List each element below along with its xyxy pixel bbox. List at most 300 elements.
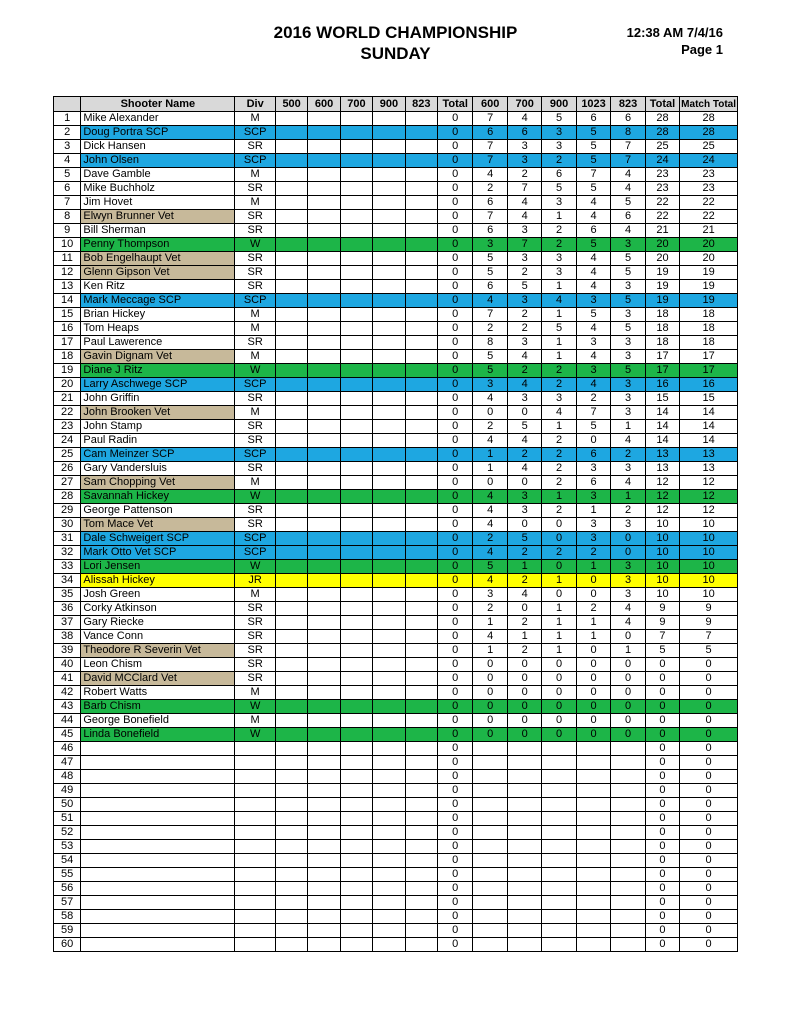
match-total: 21 — [680, 224, 738, 238]
stage-total: 0 — [438, 798, 473, 812]
division: SR — [235, 434, 276, 448]
round-score: 0 — [542, 532, 576, 546]
shooter-name — [81, 882, 235, 896]
round-score: 0 — [576, 686, 610, 700]
round-score: 3 — [611, 336, 645, 350]
division: SR — [235, 462, 276, 476]
match-total: 24 — [680, 154, 738, 168]
stage-score — [405, 938, 437, 952]
stage-score — [275, 672, 307, 686]
stage-total: 0 — [438, 938, 473, 952]
table-row — [54, 168, 738, 182]
stage-score — [340, 476, 372, 490]
stage-score — [373, 154, 405, 168]
stage-score — [405, 224, 437, 238]
shooter-name: Leon Chism — [81, 658, 235, 672]
shooter-name — [81, 910, 235, 924]
row-number: 34 — [54, 574, 81, 588]
round-score: 0 — [507, 476, 541, 490]
row-number: 35 — [54, 588, 81, 602]
stage-score — [373, 336, 405, 350]
round-score: 6 — [576, 112, 610, 126]
row-number: 42 — [54, 686, 81, 700]
stage-score — [275, 196, 307, 210]
stage-score — [275, 560, 307, 574]
table-row — [54, 322, 738, 336]
round-score: 3 — [611, 462, 645, 476]
stage-score — [405, 126, 437, 140]
stage-score — [373, 434, 405, 448]
stage-total: 0 — [438, 378, 473, 392]
stage-score — [275, 882, 307, 896]
stage-score — [308, 364, 340, 378]
stage-score — [308, 938, 340, 952]
stage-total: 0 — [438, 588, 473, 602]
division: SR — [235, 420, 276, 434]
round-score: 5 — [611, 294, 645, 308]
round-score — [473, 812, 507, 826]
round-score: 5 — [576, 182, 610, 196]
stage-score — [373, 686, 405, 700]
column-header: 600 — [308, 97, 340, 112]
round-score: 4 — [473, 392, 507, 406]
match-total: 23 — [680, 168, 738, 182]
round-total: 10 — [645, 574, 679, 588]
table-row — [54, 784, 738, 798]
round-score: 1 — [542, 616, 576, 630]
stage-score — [275, 406, 307, 420]
match-total: 10 — [680, 532, 738, 546]
division: M — [235, 588, 276, 602]
round-total: 19 — [645, 266, 679, 280]
round-score: 2 — [611, 504, 645, 518]
row-number: 31 — [54, 532, 81, 546]
row-number: 38 — [54, 630, 81, 644]
stage-score — [405, 266, 437, 280]
round-score: 3 — [611, 378, 645, 392]
table-row — [54, 224, 738, 238]
table-row — [54, 518, 738, 532]
round-score: 1 — [576, 630, 610, 644]
stage-score — [405, 644, 437, 658]
stage-score — [405, 826, 437, 840]
stage-score — [308, 560, 340, 574]
round-score: 2 — [542, 448, 576, 462]
match-total: 12 — [680, 504, 738, 518]
match-total: 0 — [680, 840, 738, 854]
round-score: 5 — [542, 182, 576, 196]
stage-total: 0 — [438, 546, 473, 560]
round-score — [507, 854, 541, 868]
stage-score — [275, 238, 307, 252]
shooter-name — [81, 784, 235, 798]
stage-total: 0 — [438, 392, 473, 406]
round-score: 5 — [473, 560, 507, 574]
round-score: 5 — [611, 266, 645, 280]
round-score: 0 — [576, 574, 610, 588]
match-total: 0 — [680, 658, 738, 672]
table-row — [54, 238, 738, 252]
round-total: 0 — [645, 798, 679, 812]
stage-score — [373, 490, 405, 504]
round-score: 5 — [611, 364, 645, 378]
shooter-name — [81, 868, 235, 882]
round-score — [611, 896, 645, 910]
stage-score — [373, 658, 405, 672]
row-number: 11 — [54, 252, 81, 266]
round-score: 5 — [507, 280, 541, 294]
round-score — [542, 882, 576, 896]
row-number: 25 — [54, 448, 81, 462]
round-score — [611, 910, 645, 924]
stage-total: 0 — [438, 112, 473, 126]
stage-total: 0 — [438, 322, 473, 336]
round-score: 1 — [507, 560, 541, 574]
stage-score — [340, 252, 372, 266]
shooter-name: David MCClard Vet — [81, 672, 235, 686]
stage-score — [308, 210, 340, 224]
round-score: 8 — [611, 126, 645, 140]
shooter-name — [81, 742, 235, 756]
row-number: 36 — [54, 602, 81, 616]
stage-score — [275, 840, 307, 854]
round-score — [576, 770, 610, 784]
stage-total: 0 — [438, 840, 473, 854]
stage-score — [405, 868, 437, 882]
stage-score — [308, 728, 340, 742]
print-stamp — [627, 24, 723, 58]
round-total: 9 — [645, 602, 679, 616]
stage-score — [308, 182, 340, 196]
match-total: 0 — [680, 784, 738, 798]
round-score — [611, 784, 645, 798]
stage-score — [373, 700, 405, 714]
match-total: 20 — [680, 252, 738, 266]
row-number: 51 — [54, 812, 81, 826]
stage-total: 0 — [438, 252, 473, 266]
stage-score — [373, 630, 405, 644]
division: M — [235, 476, 276, 490]
row-number: 12 — [54, 266, 81, 280]
stage-score — [275, 756, 307, 770]
table-row — [54, 112, 738, 126]
stage-score — [275, 588, 307, 602]
round-total: 16 — [645, 378, 679, 392]
round-score: 2 — [473, 182, 507, 196]
stage-score — [373, 924, 405, 938]
stage-total: 0 — [438, 644, 473, 658]
stage-score — [308, 252, 340, 266]
shooter-name: Savannah Hickey — [81, 490, 235, 504]
round-score — [542, 896, 576, 910]
division — [235, 938, 276, 952]
match-total: 15 — [680, 392, 738, 406]
stage-score — [308, 294, 340, 308]
stage-total: 0 — [438, 266, 473, 280]
round-total: 12 — [645, 504, 679, 518]
row-number: 8 — [54, 210, 81, 224]
row-number: 30 — [54, 518, 81, 532]
stage-total: 0 — [438, 812, 473, 826]
table-row — [54, 574, 738, 588]
round-score — [542, 756, 576, 770]
stage-score — [340, 840, 372, 854]
shooter-name: Lori Jensen — [81, 560, 235, 574]
row-number: 5 — [54, 168, 81, 182]
shooter-name: Diane J Ritz — [81, 364, 235, 378]
stage-score — [275, 658, 307, 672]
division: M — [235, 714, 276, 728]
stage-score — [275, 896, 307, 910]
round-score — [542, 798, 576, 812]
round-score: 1 — [542, 420, 576, 434]
round-total: 14 — [645, 406, 679, 420]
round-score — [542, 770, 576, 784]
stage-total: 0 — [438, 854, 473, 868]
round-score: 3 — [473, 378, 507, 392]
stage-score — [275, 784, 307, 798]
round-score: 3 — [542, 196, 576, 210]
stage-total: 0 — [438, 756, 473, 770]
stage-score — [308, 714, 340, 728]
stage-score — [275, 252, 307, 266]
division: W — [235, 364, 276, 378]
stage-score — [275, 812, 307, 826]
round-score: 4 — [473, 574, 507, 588]
row-number: 48 — [54, 770, 81, 784]
row-number: 14 — [54, 294, 81, 308]
round-score — [507, 770, 541, 784]
row-number: 43 — [54, 700, 81, 714]
round-score: 3 — [507, 490, 541, 504]
stage-score — [275, 294, 307, 308]
stage-score — [308, 532, 340, 546]
round-score — [542, 938, 576, 952]
round-score: 0 — [507, 714, 541, 728]
round-total: 0 — [645, 868, 679, 882]
table-row — [54, 896, 738, 910]
column-header: 700 — [507, 97, 541, 112]
round-score: 0 — [576, 588, 610, 602]
row-number: 47 — [54, 756, 81, 770]
round-score — [507, 910, 541, 924]
stage-score — [340, 336, 372, 350]
stage-score — [275, 378, 307, 392]
round-score: 3 — [507, 336, 541, 350]
division: SCP — [235, 532, 276, 546]
division: M — [235, 686, 276, 700]
round-total: 10 — [645, 518, 679, 532]
stage-score — [340, 924, 372, 938]
round-total: 0 — [645, 826, 679, 840]
stage-score — [340, 140, 372, 154]
row-number: 24 — [54, 434, 81, 448]
table-row — [54, 462, 738, 476]
round-score: 6 — [611, 112, 645, 126]
stage-score — [275, 112, 307, 126]
round-score: 2 — [473, 602, 507, 616]
row-number: 20 — [54, 378, 81, 392]
round-score: 0 — [473, 714, 507, 728]
round-score: 4 — [611, 602, 645, 616]
round-score: 2 — [542, 224, 576, 238]
shooter-name: Brian Hickey — [81, 308, 235, 322]
round-score: 2 — [473, 322, 507, 336]
round-score: 5 — [611, 252, 645, 266]
division — [235, 812, 276, 826]
shooter-name: Glenn Gipson Vet — [81, 266, 235, 280]
column-header: 1023 — [576, 97, 610, 112]
stage-score — [405, 140, 437, 154]
round-score: 2 — [542, 238, 576, 252]
stage-score — [275, 728, 307, 742]
round-total: 24 — [645, 154, 679, 168]
round-score — [611, 882, 645, 896]
stage-score — [275, 686, 307, 700]
round-score: 0 — [507, 406, 541, 420]
stage-score — [275, 868, 307, 882]
round-score — [542, 742, 576, 756]
stage-total: 0 — [438, 490, 473, 504]
stage-total: 0 — [438, 518, 473, 532]
table-row — [54, 448, 738, 462]
shooter-name: Barb Chism — [81, 700, 235, 714]
round-score: 1 — [542, 336, 576, 350]
round-score: 3 — [576, 336, 610, 350]
table-row — [54, 770, 738, 784]
table-row — [54, 826, 738, 840]
stage-score — [308, 616, 340, 630]
round-score — [473, 882, 507, 896]
round-total: 20 — [645, 252, 679, 266]
match-total: 0 — [680, 686, 738, 700]
round-score — [473, 784, 507, 798]
stage-score — [308, 924, 340, 938]
round-score: 6 — [576, 476, 610, 490]
stage-score — [373, 840, 405, 854]
stage-score — [405, 392, 437, 406]
row-number: 18 — [54, 350, 81, 364]
stage-score — [308, 504, 340, 518]
round-score — [542, 784, 576, 798]
stage-total: 0 — [438, 168, 473, 182]
round-total: 13 — [645, 462, 679, 476]
column-header: 900 — [542, 97, 576, 112]
round-score: 4 — [576, 252, 610, 266]
stage-score — [373, 210, 405, 224]
stage-score — [275, 770, 307, 784]
stage-total: 0 — [438, 462, 473, 476]
stage-score — [275, 448, 307, 462]
round-score: 1 — [542, 490, 576, 504]
stage-score — [405, 112, 437, 126]
row-number: 33 — [54, 560, 81, 574]
round-score — [473, 854, 507, 868]
table-row — [54, 700, 738, 714]
header-row — [54, 97, 738, 112]
row-number: 3 — [54, 140, 81, 154]
round-score: 0 — [611, 658, 645, 672]
stage-score — [405, 812, 437, 826]
shooter-name: Gary Vandersluis — [81, 462, 235, 476]
stage-score — [373, 350, 405, 364]
match-total: 22 — [680, 210, 738, 224]
stage-score — [405, 630, 437, 644]
stage-score — [405, 588, 437, 602]
round-score: 4 — [576, 210, 610, 224]
round-score: 2 — [576, 546, 610, 560]
round-score — [576, 924, 610, 938]
round-score — [576, 938, 610, 952]
stage-score — [373, 714, 405, 728]
table-row — [54, 280, 738, 294]
round-score: 3 — [542, 392, 576, 406]
stage-score — [405, 168, 437, 182]
table-row — [54, 714, 738, 728]
stage-score — [308, 434, 340, 448]
stage-total: 0 — [438, 448, 473, 462]
stage-score — [373, 910, 405, 924]
match-total: 12 — [680, 490, 738, 504]
round-score: 3 — [507, 224, 541, 238]
round-score: 3 — [473, 238, 507, 252]
table-row — [54, 686, 738, 700]
round-total: 5 — [645, 644, 679, 658]
round-score: 0 — [473, 658, 507, 672]
round-score — [507, 784, 541, 798]
stage-score — [373, 252, 405, 266]
round-score — [576, 798, 610, 812]
table-row — [54, 602, 738, 616]
stage-score — [340, 784, 372, 798]
stage-score — [340, 518, 372, 532]
stage-score — [308, 854, 340, 868]
stage-score — [373, 308, 405, 322]
division: SCP — [235, 546, 276, 560]
round-score — [542, 812, 576, 826]
round-score: 1 — [576, 616, 610, 630]
column-header: Total — [438, 97, 473, 112]
stage-score — [308, 336, 340, 350]
round-total: 21 — [645, 224, 679, 238]
stage-score — [340, 658, 372, 672]
stage-score — [405, 910, 437, 924]
shooter-name: George Bonefield — [81, 714, 235, 728]
stage-score — [275, 224, 307, 238]
stage-total: 0 — [438, 504, 473, 518]
stage-score — [275, 574, 307, 588]
stage-score — [308, 462, 340, 476]
round-score: 3 — [611, 560, 645, 574]
stage-score — [405, 756, 437, 770]
match-total: 18 — [680, 322, 738, 336]
round-score: 6 — [576, 224, 610, 238]
stage-score — [308, 588, 340, 602]
stage-score — [308, 896, 340, 910]
round-score: 2 — [507, 616, 541, 630]
row-number: 13 — [54, 280, 81, 294]
round-score: 6 — [507, 126, 541, 140]
shooter-name: Larry Aschwege SCP — [81, 378, 235, 392]
column-header: 900 — [373, 97, 405, 112]
round-score — [576, 742, 610, 756]
round-score: 0 — [473, 728, 507, 742]
stage-score — [373, 854, 405, 868]
stage-score — [340, 504, 372, 518]
round-score: 0 — [611, 714, 645, 728]
stage-score — [308, 448, 340, 462]
round-score: 2 — [542, 378, 576, 392]
